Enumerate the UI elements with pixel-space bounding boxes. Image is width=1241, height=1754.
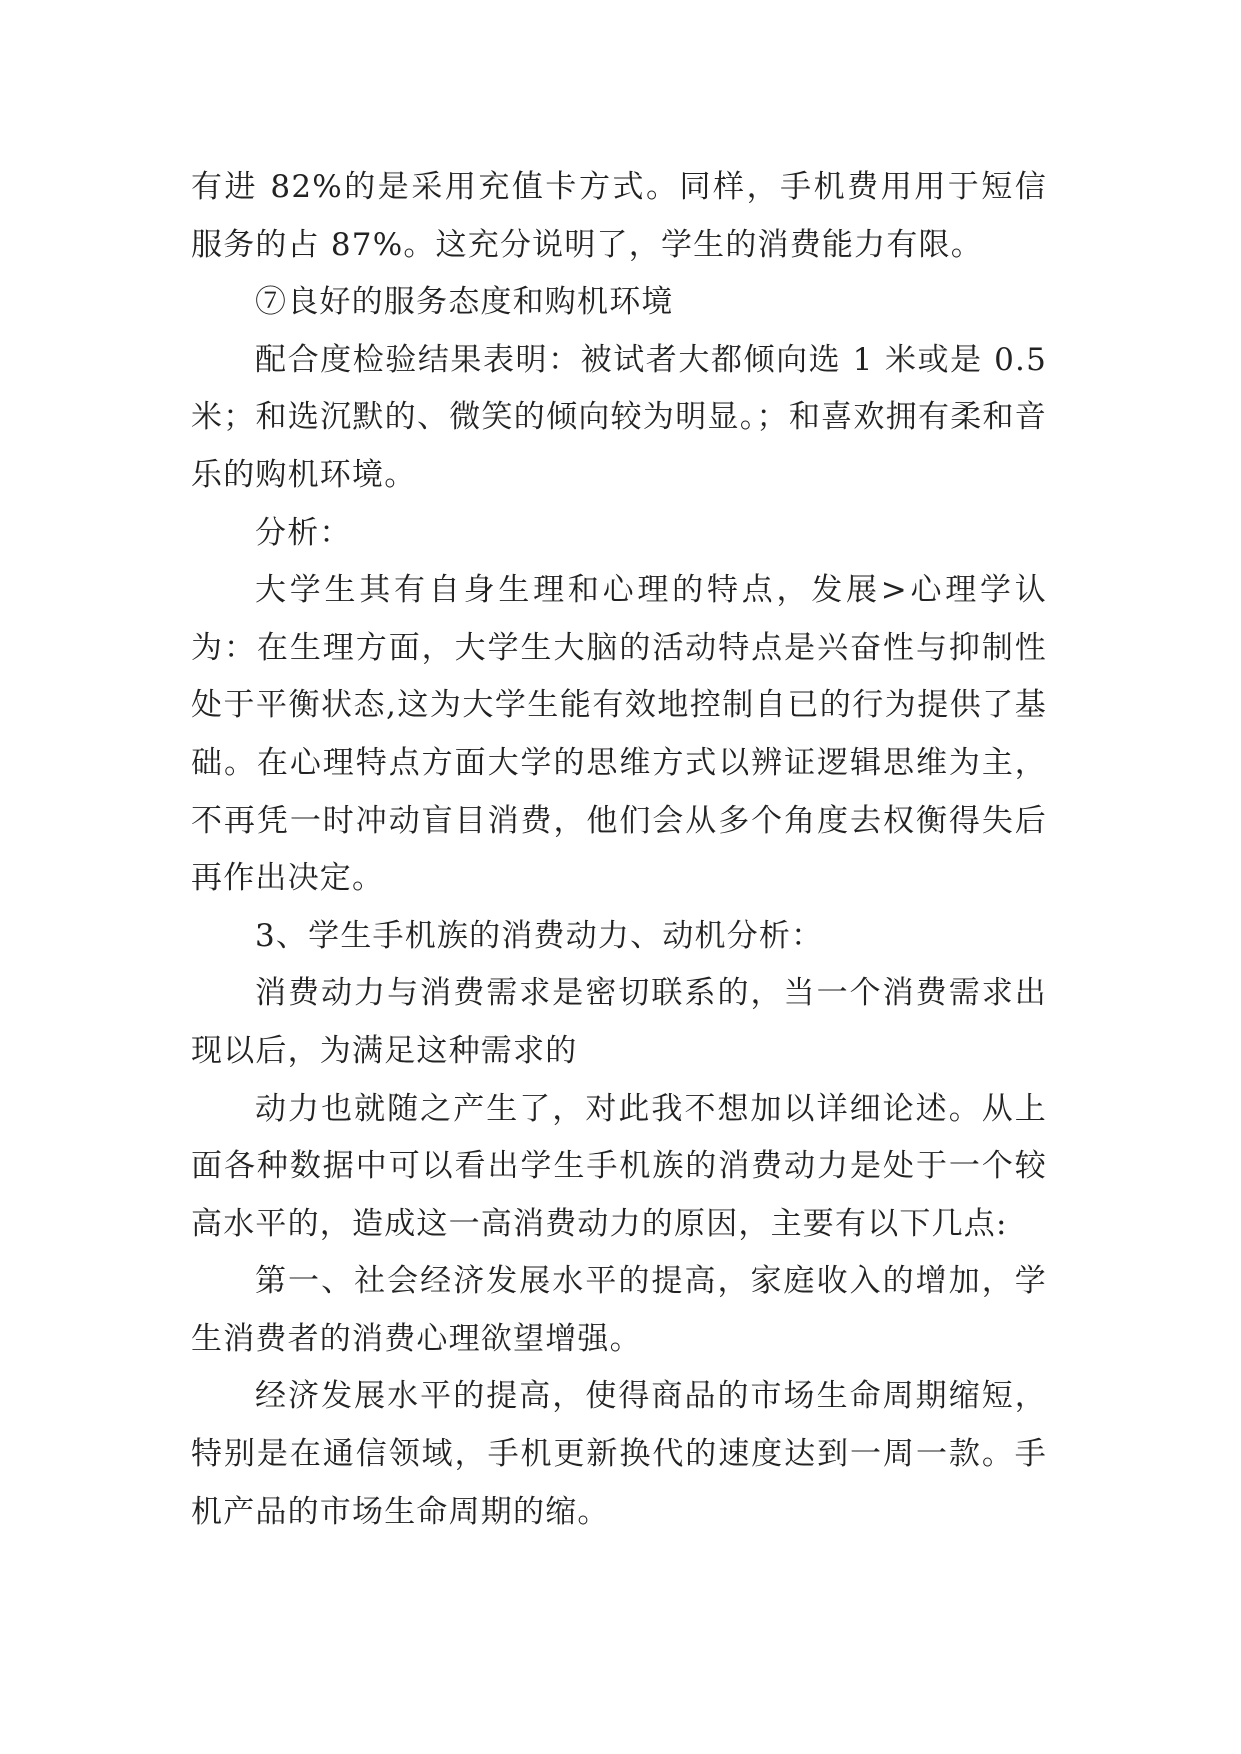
paragraph: 有进 82%的是采用充值卡方式。同样，手机费用用于短信服务的占 87%。这充分说明了，学生的消费能力有限。 (191, 169, 1047, 263)
section-heading: 分析： (255, 514, 352, 551)
section-heading: ⑦良好的服务态度和购机环境 (255, 284, 674, 321)
paragraph: 大学生其有自身生理和心理的特点，发展>心理学认为：在生理方面，大学生大脑的活动特点是兴奋性与抑制性处于平衡状态,这为大学生能有效地控制自已的行为提供了基础。在心理特点方面大学的思维方式以辨证逻辑思维为主，不再凭一时冲动盲目消费，他们会从多个角度去权衡得失后再作出决定。 (191, 572, 1047, 897)
paragraph: 消费动力与消费需求是密切联系的，当一个消费需求出现以后，为满足这种需求的 (191, 975, 1047, 1069)
paragraph: 动力也就随之产生了，对此我不想加以详细论述。从上面各种数据中可以看出学生手机族的消费动力是处于一个较高水平的，造成这一高消费动力的原因，主要有以下几点: (191, 1090, 1047, 1242)
paragraph: 第一、社会经济发展水平的提高，家庭收入的增加，学生消费者的消费心理欲望增强。 (191, 1263, 1047, 1357)
section-heading: 3、学生手机族的消费动力、动机分析： (255, 917, 824, 954)
paragraph: 配合度检验结果表明：被试者大都倾向选 1 米或是 0.5 米；和选沉默的、微笑的倾向较为明显。；和喜欢拥有柔和音乐的购机环境。 (191, 341, 1047, 493)
document-body (191, 159, 1047, 1541)
paragraph: 经济发展水平的提高，使得商品的市场生命周期缩短，特别是在通信领域，手机更新换代的速度达到一周一款。手机产品的市场生命周期的缩。 (191, 1378, 1047, 1530)
